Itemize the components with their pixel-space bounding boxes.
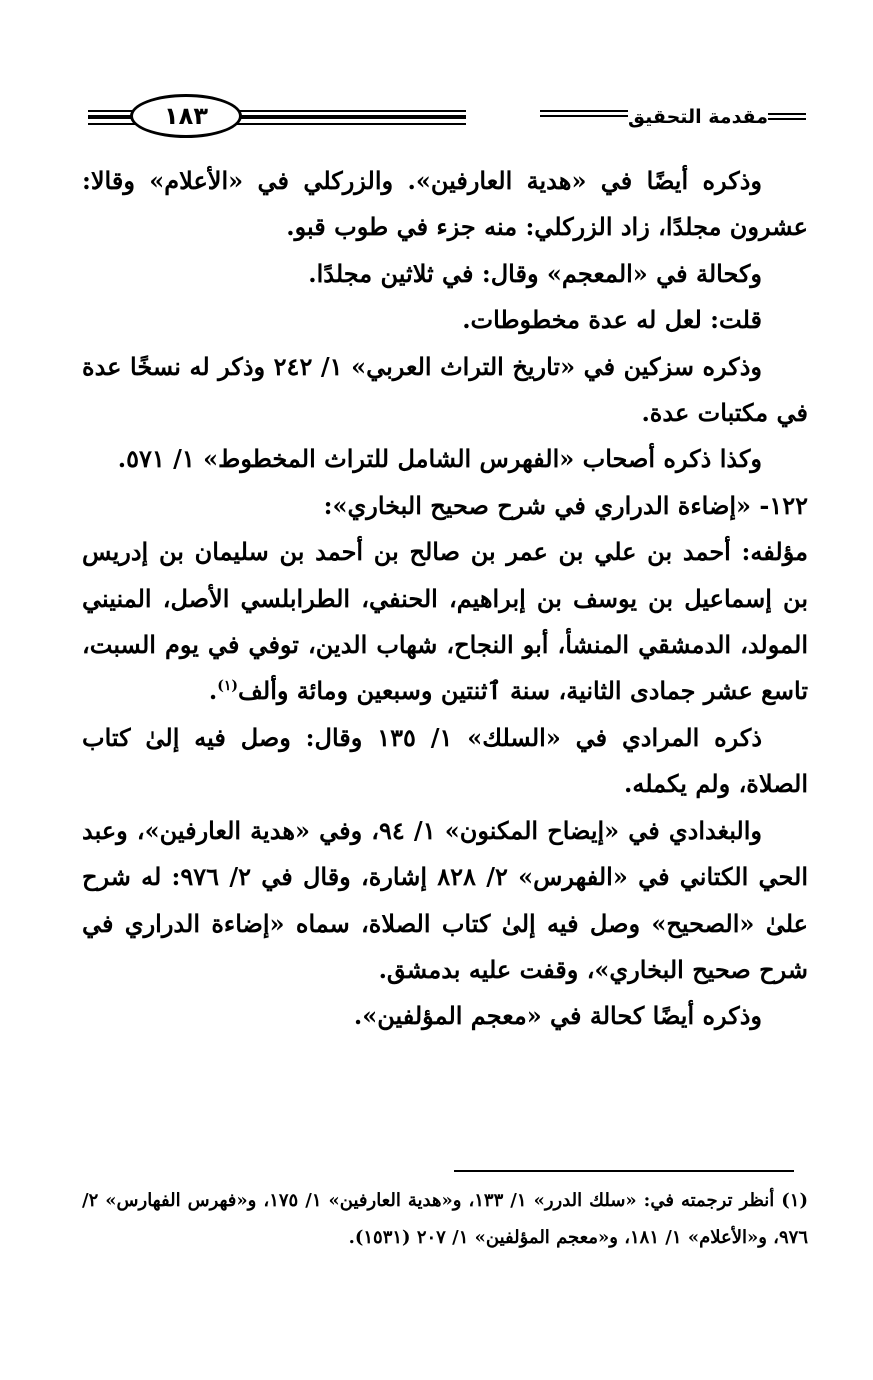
paragraph-text: قلت: لعل له عدة مخطوطات. [462,305,762,335]
paragraph-text: وكذا ذكره أصحاب «الفهرس الشامل للتراث المخطوط» ١/ ٥٧١. [117,444,762,474]
footnote-separator [454,1170,794,1172]
footnote-text: (١) أنظر ترجمته في: «سلك الدرر» ١/ ١٣٣، و«هدية العارفين» ١/ ١٧٥، و«فهرس الفهارس» ٢/ ٩٧٦، و«الأعلام» ١/ ١٨١، و«معجم المؤلفين» ١/ ٢٠٧ (١٥٣١). [82,1190,808,1248]
paragraph-text-end: . [208,676,218,706]
paragraph-text: وذكره سزكين في «تاريخ التراث العربي» ١/ ٢٤٢ وذكر له نسخًا عدة في مكتبات عدة. [82,351,808,428]
paragraph [82,436,808,482]
paragraph [82,158,808,251]
main-text [82,158,808,1040]
paragraph [82,297,808,343]
page-number-frame [130,94,242,138]
paragraph [82,808,808,994]
paragraph [82,993,808,1039]
paragraph [82,251,808,297]
paragraph-text: وكحالة في «المعجم» وقال: في ثلاثين مجلدًا. [308,258,762,288]
entry-heading-text: ١٢٢- «إضاءة الدراري في شرح صحيح البخاري»: [323,490,808,520]
paragraph-text: وذكره أيضًا في «هدية العارفين». والزركلي في «الأعلام» وقالا: عشرون مجلدًا، زاد الزركلي: منه جزء في طوب قبو. [82,166,808,242]
paragraph-text: وذكره أيضًا كحالة في «معجم المؤلفين». [353,1001,762,1031]
paragraph-text: والبغدادي في «إيضاح المكنون» ١/ ٩٤، وفي «هدية العارفين»، وعبد الحي الكتاني في «الفهرس» ٢/ ٨٢٨ إشارة، وقال في ٢/ ٩٧٦: له شرح علىٰ «الصحيح» وصل فيه إلىٰ كتاب الصلاة، سماه «إضاءة الدراري في شرح صحيح البخاري»، وقفت عليه بدمشق. [82,815,808,984]
header-rule [768,113,806,115]
footnotes [82,1182,808,1256]
footnote [82,1182,808,1256]
page-header [88,94,806,144]
paragraph [82,529,808,715]
paragraph-text: مؤلفه: أحمد بن علي بن عمر بن صالح بن أحمد بن سليمان بن إدريس بن إسماعيل بن يوسف بن إبراهيم، الحنفي، الطرابلسي الأصل، المنيني المولد، الدمشقي المنشأ، أبو النجاح، شهاب الدين، توفي في يوم السبت، تاسع عشر جمادى الثانية، سنة ٱثنتين وسبعين ومائة وألف [82,537,808,706]
paragraph [82,344,808,437]
header-rule [768,118,806,120]
footnote-reference: (١) [217,678,239,695]
paragraph-text: ذكره المرادي في «السلك» ١/ ١٣٥ وقال: وصل فيه إلىٰ كتاب الصلاة، ولم يكمله. [82,722,808,799]
paragraph [82,715,808,808]
running-title: مقدمة التحقيق [628,99,768,135]
page-number: ١٨٣ [164,102,208,130]
entry-heading [82,483,808,529]
